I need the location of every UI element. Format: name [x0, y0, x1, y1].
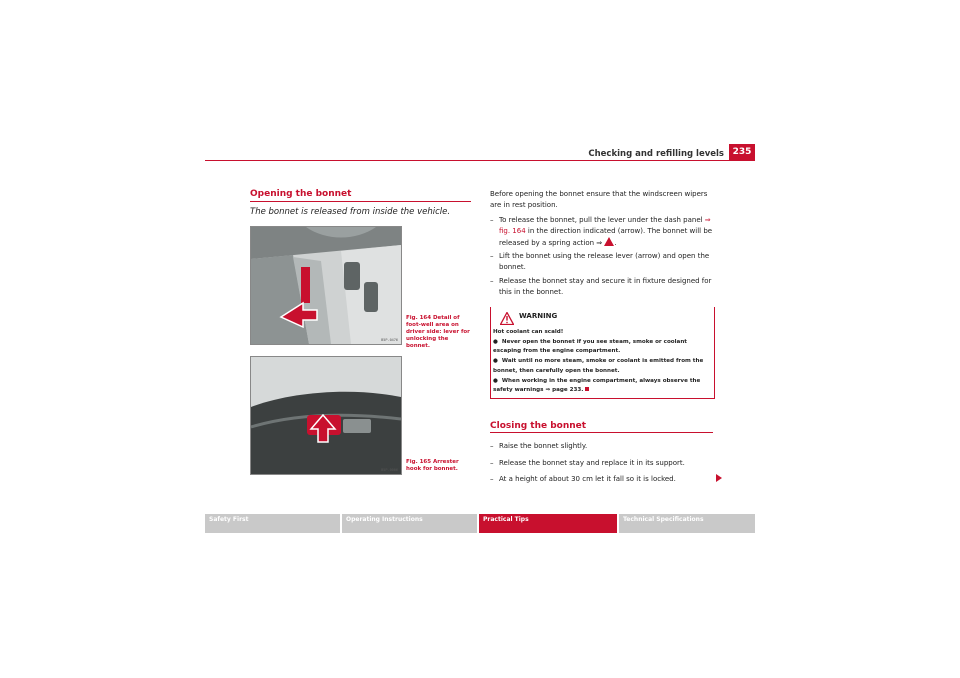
intro-paragraph: Before opening the bonnet ensure that the windscreen wipers are in rest position.	[490, 190, 708, 209]
fig-164-link[interactable]: ⇒ fig. 164	[499, 216, 711, 235]
section-end-marker	[585, 387, 589, 391]
header-rule	[205, 160, 729, 161]
figure-165-caption: Fig. 165 Arrester hook for bonnet.	[406, 459, 459, 472]
opening-step-1: – To release the bonnet, pull the lever under the dash panel ⇒ fig. 164 in the direction indicated (arrow). The bonnet will be released by a spring action ⇒ .	[490, 216, 713, 247]
warning-triangle-icon	[500, 310, 514, 329]
warning-bullet: ● Never open the bonnet if you see steam, smoke or coolant escaping from the engine compartment.	[493, 338, 687, 355]
figure-164-caption: Fig. 164 Detail of foot-well area on driver side: lever for unlocking the bonnet.	[406, 315, 470, 349]
running-header-title: Checking and refilling levels	[588, 149, 724, 159]
footer-tab-operating-instructions[interactable]: Operating Instructions	[342, 514, 477, 533]
figure-165-image	[250, 356, 402, 475]
warning-content	[493, 328, 711, 396]
footer-tab-safety-first[interactable]: Safety First	[205, 514, 340, 533]
closing-step-3: – At a height of about 30 cm let it fall so it is locked.	[490, 475, 676, 483]
opening-step-3: – Release the bonnet stay and secure it in fixture designed for this in the bonnet.	[490, 277, 712, 296]
section-subtitle: The bonnet is released from inside the vehicle.	[250, 207, 451, 217]
section-title-closing: Closing the bonnet	[490, 421, 587, 431]
warning-label: WARNING	[519, 312, 558, 320]
warning-heading: Hot coolant can scald!	[493, 329, 564, 335]
figure-164-image	[250, 226, 402, 345]
section-rule-closing	[490, 432, 713, 433]
closing-step-2: – Release the bonnet stay and replace it in its support.	[490, 459, 685, 467]
warning-box	[490, 307, 715, 399]
opening-step-2: – Lift the bonnet using the release lever (arrow) and open the bonnet.	[490, 252, 710, 271]
closing-step-1: – Raise the bonnet slightly.	[490, 442, 588, 450]
footer-tab-practical-tips[interactable]: Practical Tips	[479, 514, 617, 533]
page-number: 235	[729, 144, 755, 161]
continue-arrow-icon	[716, 474, 722, 482]
figure-165-code: B5P-0006	[381, 468, 398, 472]
warning-header	[491, 307, 714, 327]
figure-164-code: B5P-0476	[381, 338, 398, 342]
warning-bullet: ● Wait until no more steam, smoke or coolant is emitted from the bonnet, then carefully open the bonnet.	[493, 358, 704, 374]
warning-bullet: ● When working in the engine compartment, always observe the safety warnings ⇒ page 233.	[493, 377, 701, 394]
warning-triangle-icon	[604, 237, 614, 246]
section-rule-opening	[250, 201, 471, 202]
footer-tab-technical-specifications[interactable]: Technical Specifications	[619, 514, 755, 533]
section-title-opening: Opening the bonnet	[250, 189, 352, 199]
